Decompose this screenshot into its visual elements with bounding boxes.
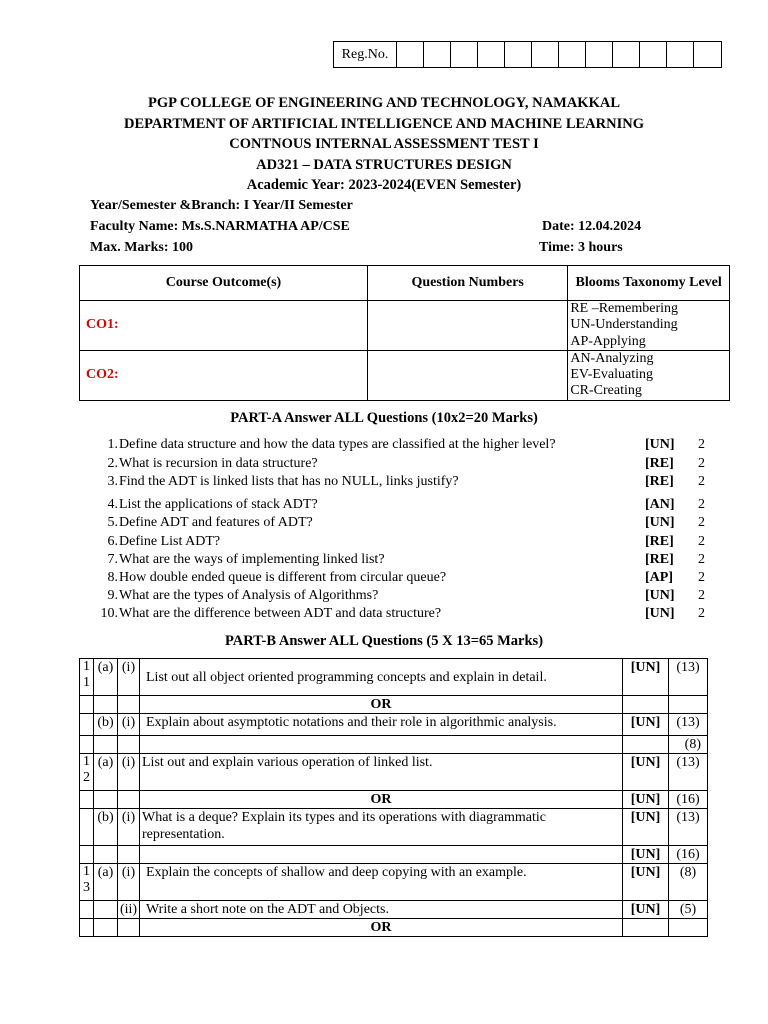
exam-time: Time: 3 hours	[539, 240, 623, 255]
sub-part-label: (ii)	[118, 901, 140, 919]
co-label: CO2:	[80, 350, 368, 400]
reg-no-label: Reg.No.	[334, 42, 397, 67]
question-level: [AN]	[645, 497, 675, 512]
empty-cell	[80, 736, 94, 754]
empty-cell	[669, 919, 708, 937]
or-divider: OR	[140, 791, 623, 809]
reg-no-cell	[694, 42, 721, 67]
empty-cell	[118, 791, 140, 809]
empty-cell	[669, 696, 708, 714]
question-marks: (13)	[669, 754, 708, 791]
or-divider: OR	[140, 919, 623, 937]
empty-cell	[623, 919, 669, 937]
list-item	[92, 456, 712, 474]
question-text: What are the difference between ADT and data structure?	[119, 606, 442, 621]
blooms-level: RE –Remembering	[570, 301, 679, 316]
reg-no-cell	[640, 42, 667, 67]
reg-no-cell	[424, 42, 451, 67]
empty-cell	[94, 791, 118, 809]
question-marks: 2	[698, 588, 705, 603]
list-item	[92, 474, 712, 492]
question-number: 9.	[107, 588, 118, 603]
question-text: List out and explain various operation of linked list.	[140, 754, 623, 791]
list-item	[92, 588, 712, 606]
question-number: 8.	[107, 570, 118, 585]
question-text: Write a short note on the ADT and Objects.	[140, 901, 623, 919]
question-text: Define ADT and features of ADT?	[119, 515, 313, 530]
table-row	[80, 809, 708, 846]
table-row	[80, 846, 708, 864]
blooms-levels	[568, 350, 730, 400]
table-row	[80, 901, 708, 919]
question-number: 4.	[107, 497, 118, 512]
question-level: [UN]	[645, 515, 675, 530]
question-number: 5.	[107, 515, 118, 530]
question-number: 3.	[107, 474, 118, 489]
empty-cell	[623, 696, 669, 714]
question-number: 7.	[107, 552, 118, 567]
question-number: 1 3	[80, 864, 94, 901]
sub-part-label: (i)	[118, 714, 140, 736]
blooms-level: UN-Understanding	[570, 317, 678, 333]
reg-no-cell	[532, 42, 559, 67]
question-text: List the applications of stack ADT?	[119, 497, 318, 512]
question-level: [UN]	[645, 606, 675, 621]
table-row	[80, 736, 708, 754]
question-level: [UN]	[623, 659, 669, 696]
empty-cell	[94, 919, 118, 937]
table-row	[80, 791, 708, 809]
empty-cell	[140, 736, 623, 754]
question-numbers	[368, 301, 568, 351]
part-label: (a)	[94, 864, 118, 901]
test-name: CONTNOUS INTERNAL ASSESSMENT TEST I	[229, 136, 539, 152]
blooms-level: AN-Analyzing	[570, 350, 654, 366]
college-name: PGP COLLEGE OF ENGINEERING AND TECHNOLOGY, NAMAKKAL	[148, 95, 620, 111]
question-level: [UN]	[623, 809, 669, 846]
question-marks: (13)	[669, 714, 708, 736]
part-label: (a)	[94, 754, 118, 791]
question-level: [UN]	[623, 864, 669, 901]
blooms-level: CR-Creating	[570, 383, 642, 399]
question-level: [RE]	[645, 474, 674, 489]
blooms-level: AP-Applying	[570, 333, 646, 349]
question-number: 1 2	[80, 754, 94, 791]
question-marks: (8)	[669, 864, 708, 901]
question-text: What are the ways of implementing linked list?	[119, 552, 385, 567]
empty-cell	[80, 714, 94, 736]
question-marks: 2	[698, 497, 705, 512]
empty-cell	[94, 846, 118, 864]
part-label: (b)	[94, 809, 118, 846]
table-row	[80, 714, 708, 736]
question-level: [RE]	[645, 456, 674, 471]
table-row	[80, 301, 730, 351]
question-text: Explain the concepts of shallow and deep copying with an example.	[140, 864, 623, 901]
or-divider: OR	[140, 696, 623, 714]
table-row	[80, 696, 708, 714]
question-marks: 2	[698, 437, 705, 452]
question-marks: 2	[698, 570, 705, 585]
question-text: What is recursion in data structure?	[119, 456, 318, 471]
reg-no-cell	[613, 42, 640, 67]
question-marks: 2	[698, 552, 705, 567]
table-row	[80, 919, 708, 937]
table-header: Blooms Taxonomy Level	[568, 266, 730, 301]
question-marks: (13)	[669, 659, 708, 696]
reg-no-cell	[559, 42, 586, 67]
question-text: Define List ADT?	[119, 534, 221, 549]
table-row	[80, 754, 708, 791]
list-item	[92, 437, 712, 455]
question-text: What is a deque? Explain its types and its operations with diagrammatic representation.	[140, 809, 623, 846]
year-branch: Year/Semester &Branch: I Year/II Semester	[90, 198, 353, 213]
part-label: (a)	[94, 659, 118, 696]
question-text: How double ended queue is different from circular queue?	[119, 570, 447, 585]
question-text: What are the types of Analysis of Algorithms?	[119, 588, 379, 603]
exam-date: Date: 12.04.2024	[542, 219, 642, 234]
table-row	[80, 350, 730, 400]
empty-cell	[80, 919, 94, 937]
question-marks: 2	[698, 474, 705, 489]
sub-part-label: (i)	[118, 659, 140, 696]
empty-cell	[80, 809, 94, 846]
question-level: [UN]	[645, 588, 675, 603]
question-text: Explain about asymptotic notations and their role in algorithmic analysis.	[140, 714, 623, 736]
reg-no-box	[333, 41, 722, 68]
reg-no-cell	[586, 42, 613, 67]
empty-cell	[80, 791, 94, 809]
table-row	[80, 864, 708, 901]
department-name: DEPARTMENT OF ARTIFICIAL INTELLIGENCE AND MACHINE LEARNING	[124, 116, 644, 132]
list-item	[92, 497, 712, 515]
question-level: [UN]	[623, 714, 669, 736]
question-level: [RE]	[645, 552, 674, 567]
question-level: [UN]	[623, 754, 669, 791]
empty-cell	[118, 736, 140, 754]
table-header: Question Numbers	[368, 266, 568, 301]
question-level: [RE]	[645, 534, 674, 549]
question-level: [UN]	[623, 791, 669, 809]
empty-cell	[80, 901, 94, 919]
table-header: Course Outcome(s)	[80, 266, 368, 301]
question-number: 1 1	[80, 659, 94, 696]
question-marks: (16)	[669, 791, 708, 809]
question-marks: 2	[698, 456, 705, 471]
blooms-level: EV-Evaluating	[570, 367, 654, 383]
course-outcome-table	[79, 265, 730, 401]
question-number: 1.	[107, 437, 118, 452]
part-a-title: PART-A Answer ALL Questions (10x2=20 Marks)	[230, 410, 538, 426]
empty-cell	[118, 919, 140, 937]
empty-cell	[623, 736, 669, 754]
question-marks: (5)	[669, 901, 708, 919]
question-marks: 2	[698, 515, 705, 530]
reg-no-cell	[667, 42, 694, 67]
question-level: [UN]	[623, 901, 669, 919]
empty-cell	[80, 696, 94, 714]
list-item	[92, 515, 712, 533]
max-marks: Max. Marks: 100	[90, 240, 194, 255]
part-b-table	[79, 658, 708, 937]
reg-no-cell	[451, 42, 478, 67]
part-b-title: PART-B Answer ALL Questions (5 X 13=65 Marks)	[224, 633, 544, 649]
sub-part-label: (i)	[118, 864, 140, 901]
part-label: (b)	[94, 714, 118, 736]
list-item	[92, 606, 712, 624]
sub-part-label: (i)	[118, 809, 140, 846]
empty-cell	[140, 846, 623, 864]
reg-no-cell	[397, 42, 424, 67]
sub-part-label: (i)	[118, 754, 140, 791]
question-marks: 2	[698, 606, 705, 621]
empty-cell	[118, 696, 140, 714]
list-item	[92, 570, 712, 588]
co-label: CO1:	[80, 301, 368, 351]
question-numbers	[368, 350, 568, 400]
course-name: AD321 – DATA STRUCTURES DESIGN	[256, 157, 512, 173]
empty-cell	[118, 846, 140, 864]
faculty-name: Faculty Name: Ms.S.NARMATHA AP/CSE	[90, 219, 350, 234]
question-level: [UN]	[645, 437, 675, 452]
table-header-row	[80, 266, 730, 301]
table-row	[80, 659, 708, 696]
empty-cell	[94, 736, 118, 754]
blooms-levels	[568, 301, 730, 351]
question-number: 2.	[107, 456, 118, 471]
question-level: [AP]	[645, 570, 673, 585]
question-number: 10.	[100, 606, 118, 621]
question-text: List out all object oriented programming concepts and explain in detail.	[140, 659, 623, 696]
question-marks: (13)	[669, 809, 708, 846]
reg-no-cell	[478, 42, 505, 67]
empty-cell	[80, 846, 94, 864]
academic-year: Academic Year: 2023-2024(EVEN Semester)	[246, 177, 522, 193]
empty-cell	[94, 696, 118, 714]
question-marks: 2	[698, 534, 705, 549]
question-text: Define data structure and how the data types are classified at the higher level?	[119, 437, 556, 452]
list-item	[92, 534, 712, 552]
reg-no-cell	[505, 42, 532, 67]
question-marks: (8)	[669, 736, 708, 754]
question-level: [UN]	[623, 846, 669, 864]
question-marks: (16)	[669, 846, 708, 864]
question-number: 6.	[107, 534, 118, 549]
empty-cell	[94, 901, 118, 919]
list-item	[92, 552, 712, 570]
question-text: Find the ADT is linked lists that has no NULL, links justify?	[119, 474, 459, 489]
